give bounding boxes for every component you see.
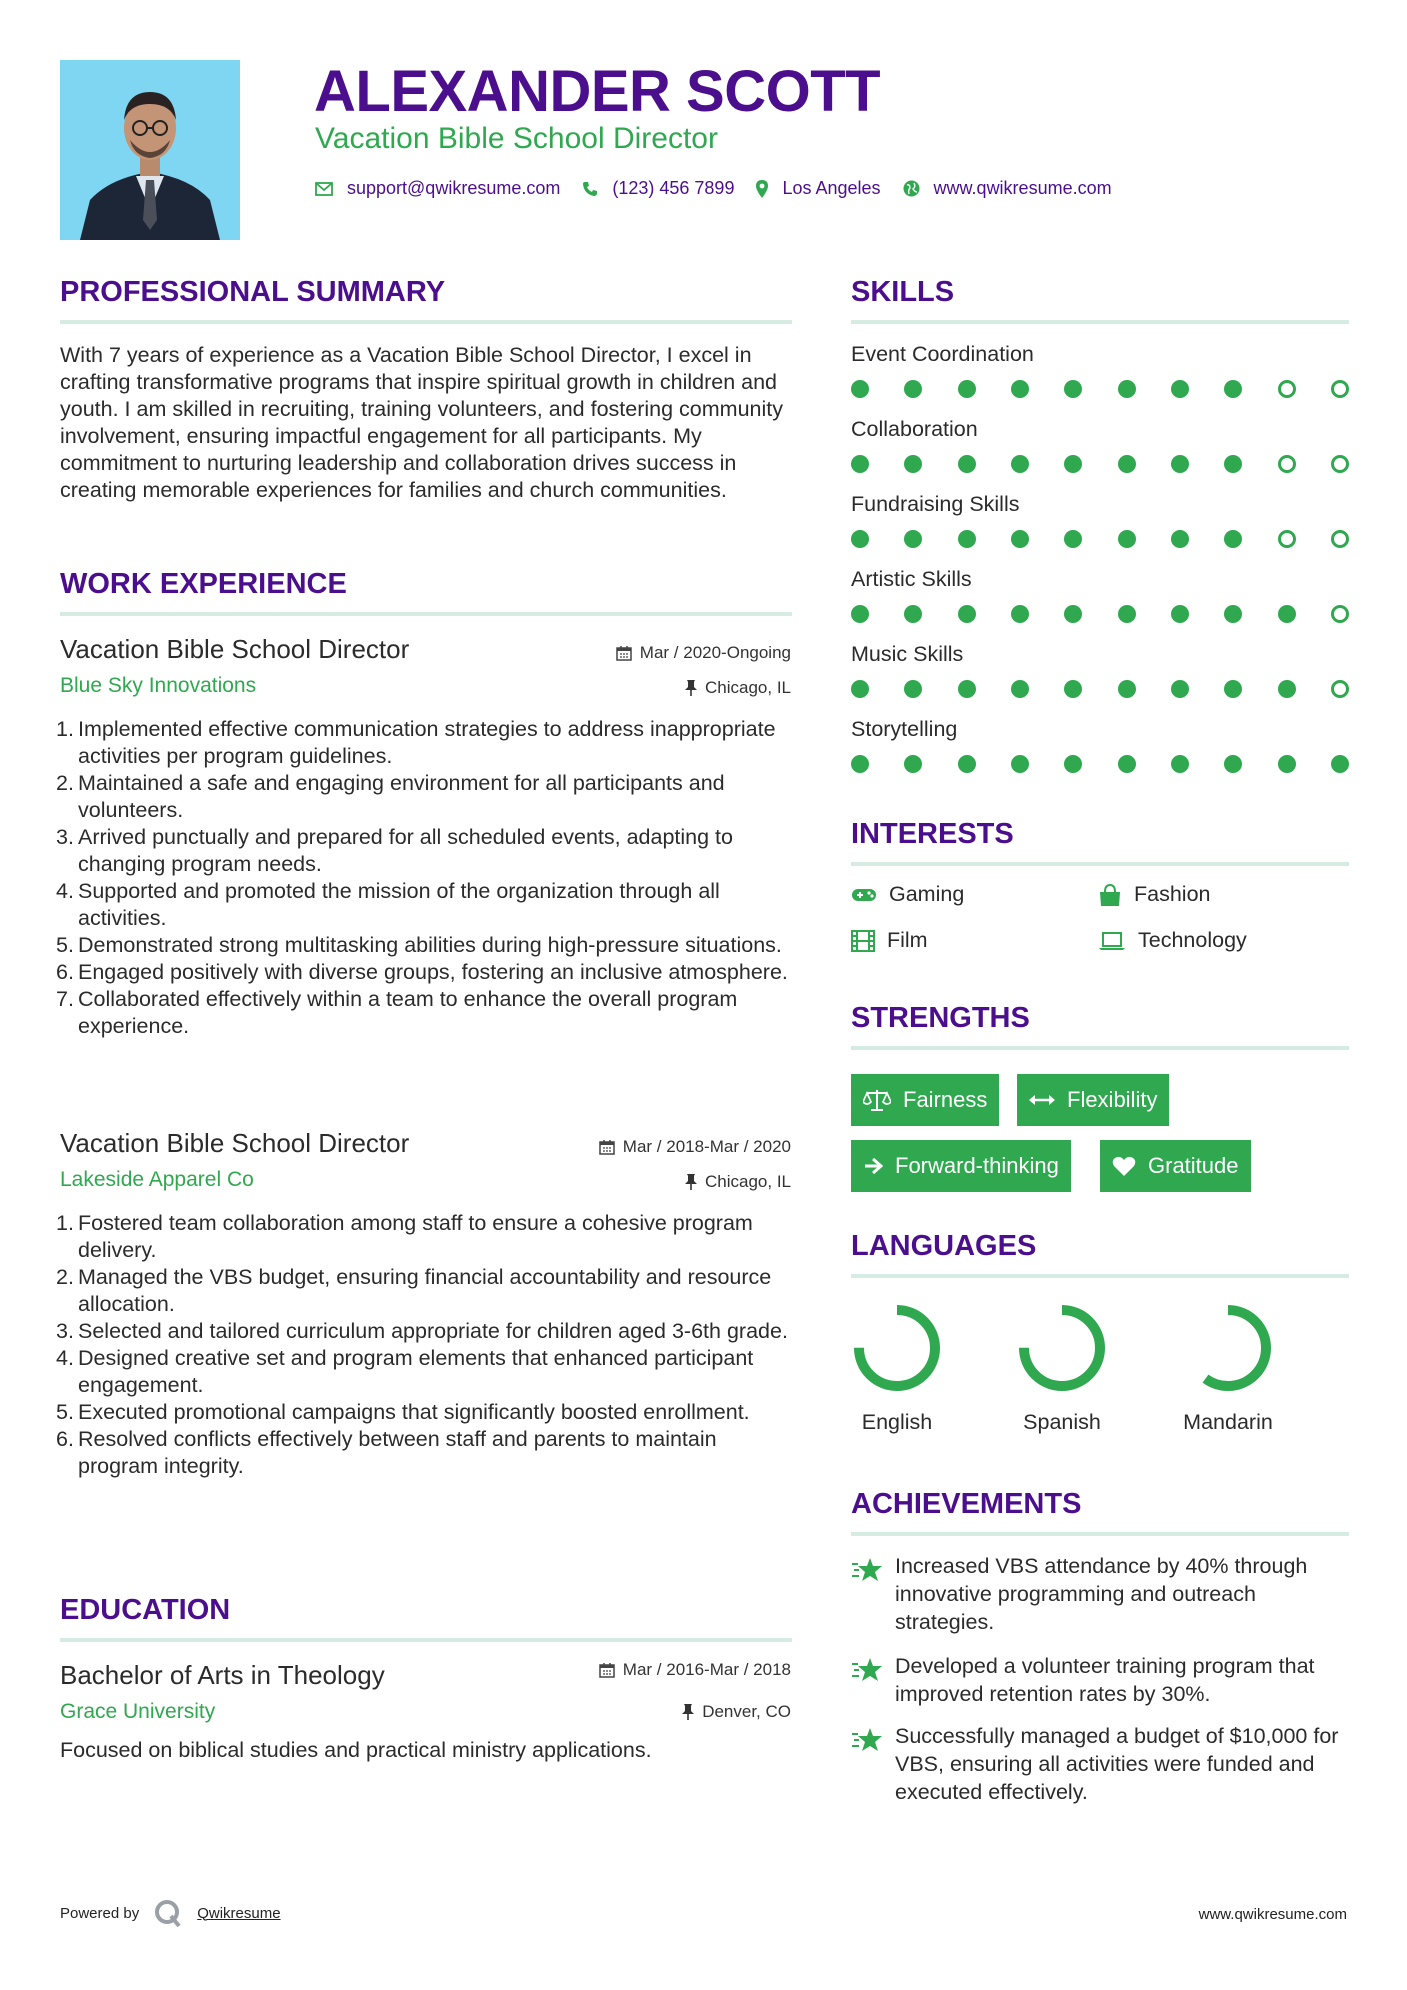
job-company: Lakeside Apparel Co — [60, 1168, 254, 1191]
shopping-bag-icon — [1098, 883, 1122, 907]
rating-dot-filled — [851, 680, 869, 698]
interests-divider — [851, 862, 1349, 866]
rating-dot-filled — [1224, 680, 1242, 698]
achievement-text: Successfully managed a budget of $10,000 for VBS, ensuring all activities were funded and executed effectively. — [895, 1724, 1339, 1804]
job-dates — [616, 643, 791, 663]
list-item: 1. Implemented effective communication strategies to address inappropriate activities per program guidelines. — [56, 717, 776, 768]
rating-dot-filled — [851, 755, 869, 773]
rating-dot-filled — [1224, 455, 1242, 473]
education-location — [682, 1702, 791, 1722]
strength-label: Flexibility — [1067, 1087, 1158, 1112]
list-item: 3. Selected and tailored curriculum appropriate for children aged 3-6th grade. — [56, 1319, 788, 1343]
powered-by-label: Powered by — [60, 1904, 140, 1922]
language-level-arc — [859, 1310, 935, 1386]
rating-dot-filled — [904, 380, 922, 398]
interests-heading: INTERESTS — [851, 818, 1014, 850]
education-heading: EDUCATION — [60, 1594, 231, 1626]
email-text: support@qwikresume.com — [347, 178, 561, 198]
globe-icon — [903, 180, 920, 197]
job-title: Vacation Bible School Director — [60, 1128, 410, 1158]
strength-tag-gratitude — [1100, 1140, 1251, 1192]
rating-dot-filled — [1064, 605, 1082, 623]
phone-icon — [582, 181, 598, 197]
interest-technology — [1098, 928, 1247, 953]
rating-dot-filled — [904, 755, 922, 773]
rating-dot-filled — [1224, 380, 1242, 398]
job-title: Vacation Bible School Director — [60, 634, 410, 664]
strength-tag-flexibility — [1017, 1074, 1169, 1126]
degree-title: Bachelor of Arts in Theology — [60, 1660, 385, 1690]
skill-name: Music Skills — [851, 642, 964, 666]
film-icon — [851, 930, 875, 952]
achievement-item — [851, 1652, 1361, 1708]
heart-icon — [1112, 1155, 1136, 1177]
language-level-arc — [1024, 1310, 1100, 1386]
strength-label: Forward-thinking — [895, 1153, 1059, 1178]
rating-dot-filled — [1278, 680, 1296, 698]
skill-rating — [851, 380, 1349, 400]
language-item — [837, 1300, 957, 1435]
list-item: 1. Fostered team collaboration among staff to ensure a cohesive program delivery. — [56, 1211, 753, 1262]
interest-label: Technology — [1138, 928, 1247, 952]
rating-dot-filled — [1278, 755, 1296, 773]
education-dates-text: Mar / 2016-Mar / 2018 — [622, 1660, 791, 1679]
calendar-icon — [616, 645, 632, 661]
job-location — [685, 678, 791, 698]
list-item: 5. Demonstrated strong multitasking abilities during high-pressure situations. — [56, 933, 782, 957]
list-item: 7. Collaborated effectively within a team to enhance the overall program experience. — [56, 987, 738, 1038]
skill-name: Fundraising Skills — [851, 492, 1020, 516]
footer-powered-by — [60, 1898, 281, 1928]
map-marker-icon — [756, 180, 768, 198]
job-duties-list — [56, 1210, 798, 1480]
strength-label: Fairness — [903, 1087, 988, 1112]
achievement-item — [851, 1722, 1361, 1806]
job-dates-text: Mar / 2018-Mar / 2020 — [622, 1137, 791, 1156]
strength-label: Gratitude — [1148, 1153, 1239, 1178]
rating-dot-filled — [851, 380, 869, 398]
rating-dot-filled — [958, 755, 976, 773]
rating-dot-filled — [1064, 530, 1082, 548]
laptop-icon — [1098, 931, 1126, 951]
rating-dot-filled — [1118, 755, 1136, 773]
rating-dot-filled — [1011, 455, 1029, 473]
pushpin-icon — [685, 680, 697, 696]
skills-heading: SKILLS — [851, 276, 955, 308]
language-item — [1002, 1300, 1122, 1435]
rating-dot-filled — [1171, 530, 1189, 548]
rating-dot-filled — [1118, 380, 1136, 398]
rating-dot-filled — [1224, 755, 1242, 773]
brand-link[interactable]: Qwikresume — [197, 1904, 281, 1922]
interest-label: Gaming — [889, 882, 965, 906]
location-text: Los Angeles — [782, 178, 881, 198]
skills-divider — [851, 320, 1349, 324]
skill-name: Collaboration — [851, 417, 978, 441]
list-item: 2. Managed the VBS budget, ensuring financial accountability and resource allocation. — [56, 1265, 772, 1316]
language-ring — [1180, 1300, 1276, 1396]
interest-fashion — [1098, 882, 1211, 907]
rating-dot-filled — [1064, 380, 1082, 398]
rating-dot-empty — [1278, 380, 1296, 398]
rating-dot-filled — [1118, 680, 1136, 698]
skill-rating — [851, 755, 1349, 775]
rating-dot-empty — [1331, 530, 1349, 548]
interest-gaming — [851, 882, 964, 907]
website-text: www.qwikresume.com — [933, 178, 1112, 198]
strength-tag-fairness — [851, 1074, 999, 1126]
interest-label: Fashion — [1134, 882, 1211, 906]
strengths-divider — [851, 1046, 1349, 1050]
contact-website[interactable] — [903, 178, 1112, 199]
education-dates — [599, 1660, 791, 1680]
interest-film — [851, 928, 928, 953]
work-heading: WORK EXPERIENCE — [60, 568, 347, 600]
language-label: English — [861, 1410, 933, 1434]
rating-dot-filled — [1011, 755, 1029, 773]
rating-dot-filled — [904, 530, 922, 548]
achievement-item — [851, 1552, 1361, 1636]
language-item — [1168, 1300, 1288, 1435]
contact-location — [756, 178, 880, 199]
candidate-name: ALEXANDER SCOTT — [314, 59, 881, 124]
education-divider — [60, 1638, 792, 1642]
rating-dot-filled — [1331, 755, 1349, 773]
strength-tag-forward-thinking — [851, 1140, 1071, 1192]
list-item: 4. Designed creative set and program elements that enhanced participant engagement. — [56, 1346, 754, 1397]
list-item: 4. Supported and promoted the mission of the organization through all activities. — [56, 879, 720, 930]
language-label: Spanish — [1023, 1410, 1101, 1434]
summary-heading: PROFESSIONAL SUMMARY — [60, 276, 446, 308]
balance-scale-icon — [863, 1088, 891, 1112]
star-award-icon — [851, 1656, 883, 1684]
list-item: 3. Arrived punctually and prepared for all scheduled events, adapting to changing program needs. — [56, 825, 733, 876]
profile-photo — [60, 60, 240, 240]
rating-dot-filled — [904, 605, 922, 623]
language-ring — [1014, 1300, 1110, 1396]
rating-dot-empty — [1278, 530, 1296, 548]
rating-dot-empty — [1278, 455, 1296, 473]
list-item: 6. Resolved conflicts effectively between staff and parents to maintain program integrity. — [56, 1427, 717, 1478]
rating-dot-filled — [1278, 605, 1296, 623]
rating-dot-filled — [1171, 680, 1189, 698]
rating-dot-filled — [958, 530, 976, 548]
rating-dot-filled — [1171, 455, 1189, 473]
rating-dot-filled — [958, 455, 976, 473]
job-duties-list — [56, 716, 798, 1040]
education-location-text: Denver, CO — [702, 1702, 791, 1721]
job-location-text: Chicago, IL — [705, 1172, 791, 1191]
rating-dot-filled — [1171, 380, 1189, 398]
rating-dot-filled — [1118, 605, 1136, 623]
job-location — [685, 1172, 791, 1192]
achievement-text: Increased VBS attendance by 40% through innovative programming and outreach strategies. — [895, 1554, 1308, 1634]
rating-dot-filled — [851, 455, 869, 473]
rating-dot-filled — [1171, 605, 1189, 623]
calendar-icon — [599, 1662, 615, 1678]
language-ring — [849, 1300, 945, 1396]
rating-dot-filled — [1011, 530, 1029, 548]
rating-dot-filled — [1171, 755, 1189, 773]
interest-label: Film — [887, 928, 928, 952]
achievement-text: Developed a volunteer training program that improved retention rates by 30%. — [895, 1654, 1315, 1706]
skill-rating — [851, 680, 1349, 700]
skill-rating — [851, 530, 1349, 550]
rating-dot-filled — [904, 455, 922, 473]
gamepad-icon — [851, 887, 877, 903]
list-item: 6. Engaged positively with diverse groups, fostering an inclusive atmosphere. — [56, 960, 788, 984]
contact-email[interactable] — [315, 178, 560, 199]
arrow-right-icon — [863, 1156, 883, 1176]
qwikresume-logo-icon — [153, 1898, 183, 1928]
job-company: Blue Sky Innovations — [60, 674, 257, 697]
languages-heading: LANGUAGES — [851, 1230, 1037, 1262]
rating-dot-empty — [1331, 605, 1349, 623]
star-award-icon — [851, 1726, 883, 1754]
rating-dot-filled — [1011, 380, 1029, 398]
arrows-horizontal-icon — [1029, 1093, 1055, 1107]
pushpin-icon — [682, 1704, 694, 1720]
skill-name: Storytelling — [851, 717, 958, 741]
language-label: Mandarin — [1183, 1410, 1273, 1434]
skill-rating — [851, 605, 1349, 625]
skill-name: Event Coordination — [851, 342, 1034, 366]
rating-dot-filled — [958, 605, 976, 623]
phone-text: (123) 456 7899 — [612, 178, 735, 198]
rating-dot-empty — [1331, 680, 1349, 698]
rating-dot-filled — [1011, 605, 1029, 623]
achievements-divider — [851, 1532, 1349, 1536]
rating-dot-filled — [1064, 455, 1082, 473]
rating-dot-filled — [851, 605, 869, 623]
list-item: 2. Maintained a safe and engaging environment for all participants and volunteers. — [56, 771, 725, 822]
rating-dot-filled — [1224, 530, 1242, 548]
language-level-arc — [1190, 1310, 1266, 1386]
contact-bar — [315, 178, 1134, 199]
school-name: Grace University — [60, 1700, 216, 1723]
work-divider — [60, 612, 792, 616]
rating-dot-empty — [1331, 380, 1349, 398]
rating-dot-filled — [1118, 530, 1136, 548]
strengths-heading: STRENGTHS — [851, 1002, 1030, 1034]
star-award-icon — [851, 1556, 883, 1584]
contact-phone[interactable] — [582, 178, 734, 199]
footer-site[interactable]: www.qwikresume.com — [1198, 1906, 1347, 1923]
summary-divider — [60, 320, 792, 324]
rating-dot-filled — [851, 530, 869, 548]
achievements-heading: ACHIEVEMENTS — [851, 1488, 1082, 1520]
rating-dot-filled — [1011, 680, 1029, 698]
summary-text: With 7 years of experience as a Vacation Bible School Director, I excel in crafting transformative programs that inspire spiritual growth in children and youth. I am skilled in recruiting, training volunteers, and fostering community involvement, ensuring impactful engagement for all participants. My commitment to nurturing leadership and collaboration drives success in creating memorable experiences for families and church communities. — [60, 343, 783, 502]
rating-dot-filled — [958, 680, 976, 698]
skill-rating — [851, 455, 1349, 475]
job-dates-text: Mar / 2020-Ongoing — [639, 643, 791, 662]
job-dates — [599, 1137, 791, 1157]
rating-dot-filled — [1064, 680, 1082, 698]
rating-dot-filled — [958, 380, 976, 398]
rating-dot-filled — [1118, 455, 1136, 473]
envelope-icon — [315, 182, 333, 196]
rating-dot-filled — [1064, 755, 1082, 773]
skill-name: Artistic Skills — [851, 567, 972, 591]
rating-dot-filled — [904, 680, 922, 698]
rating-dot-empty — [1331, 455, 1349, 473]
rating-dot-filled — [1224, 605, 1242, 623]
candidate-title: Vacation Bible School Director — [315, 122, 718, 155]
job-location-text: Chicago, IL — [705, 678, 791, 697]
calendar-icon — [599, 1139, 615, 1155]
pushpin-icon — [685, 1174, 697, 1190]
list-item: 5. Executed promotional campaigns that significantly boosted enrollment. — [56, 1400, 750, 1424]
education-description: Focused on biblical studies and practical ministry applications. — [60, 1738, 652, 1762]
languages-divider — [851, 1274, 1349, 1278]
